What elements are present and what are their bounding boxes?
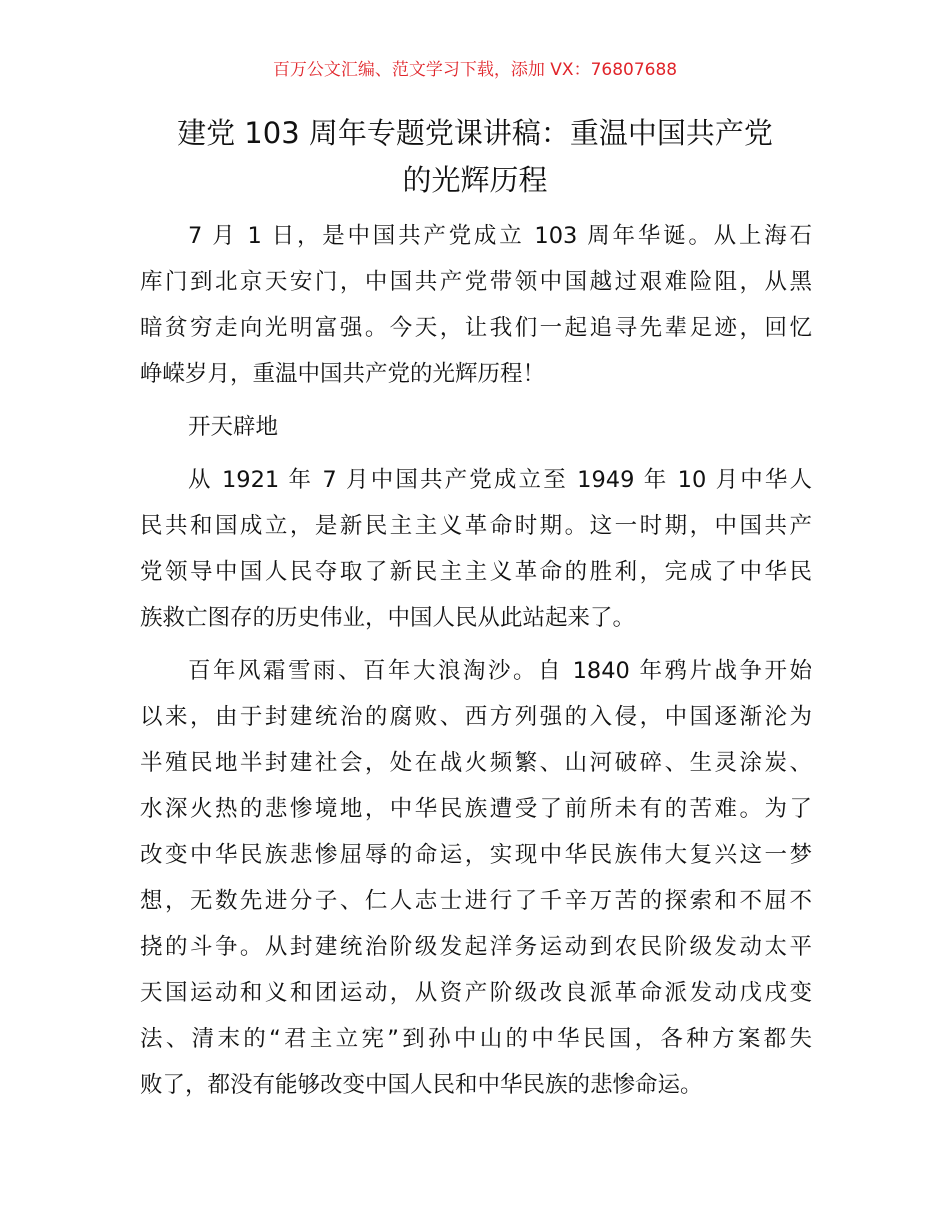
paragraph <box>140 648 812 1108</box>
watermark-header: 百万公文汇编、范文学习下载，添加 VX：76807688 <box>272 60 678 80</box>
text-line: 百年风霜雪雨、百年大浪淘沙。自 1840 年鸦片战争开始 <box>188 658 812 684</box>
paragraph <box>140 213 812 397</box>
text-line: 败了，都没有能够改变中国人民和中华民族的悲惨命运。 <box>140 1072 703 1098</box>
text-line: 法、清末的“君主立宪”到孙中山的中华民国，各种方案都失 <box>140 1026 812 1052</box>
document-title <box>120 110 830 204</box>
text-line: 从 1921 年 7 月中国共产党成立至 1949 年 10 月中华人 <box>188 467 812 493</box>
section-heading <box>140 404 812 450</box>
text-line: 天国运动和义和团运动，从资产阶级改良派革命派发动戊戌变 <box>140 980 812 1006</box>
text-line: 党领导中国人民夺取了新民主主义革命的胜利，完成了中华民 <box>140 559 812 585</box>
text-line: 以来，由于封建统治的腐败、西方列强的入侵，中国逐渐沦为 <box>140 704 812 730</box>
text-line: 挠的斗争。从封建统治阶级发起洋务运动到农民阶级发动太平 <box>140 934 812 960</box>
paragraph <box>140 457 812 641</box>
title-line: 建党 103 周年专题党课讲稿：重温中国共产党 <box>177 116 773 150</box>
text-line: 改变中华民族悲惨屈辱的命运，实现中华民族伟大复兴这一梦 <box>140 842 812 868</box>
text-line: 7 月 1 日，是中国共产党成立 103 周年华诞。从上海石 <box>188 223 812 249</box>
text-line: 水深火热的悲惨境地，中华民族遭受了前所未有的苦难。为了 <box>140 796 812 822</box>
text-line: 族救亡图存的历史伟业，中国人民从此站起来了。 <box>140 605 636 631</box>
text-line: 库门到北京天安门，中国共产党带领中国越过艰难险阻，从黑 <box>140 269 812 295</box>
text-line: 民共和国成立，是新民主主义革命时期。这一时期，中国共产 <box>140 513 812 539</box>
title-line: 的光辉历程 <box>402 163 548 197</box>
text-line: 想，无数先进分子、仁人志士进行了千辛万苦的探索和不屈不 <box>140 888 812 914</box>
text-line: 暗贫穷走向光明富强。今天，让我们一起追寻先辈足迹，回忆 <box>140 315 812 341</box>
text-line: 半殖民地半封建社会，处在战火频繁、山河破碎、生灵涂炭、 <box>140 750 812 776</box>
document-body <box>140 213 812 1115</box>
text-line: 开天辟地 <box>188 414 279 440</box>
text-line: 峥嵘岁月，重温中国共产党的光辉历程！ <box>140 361 546 387</box>
